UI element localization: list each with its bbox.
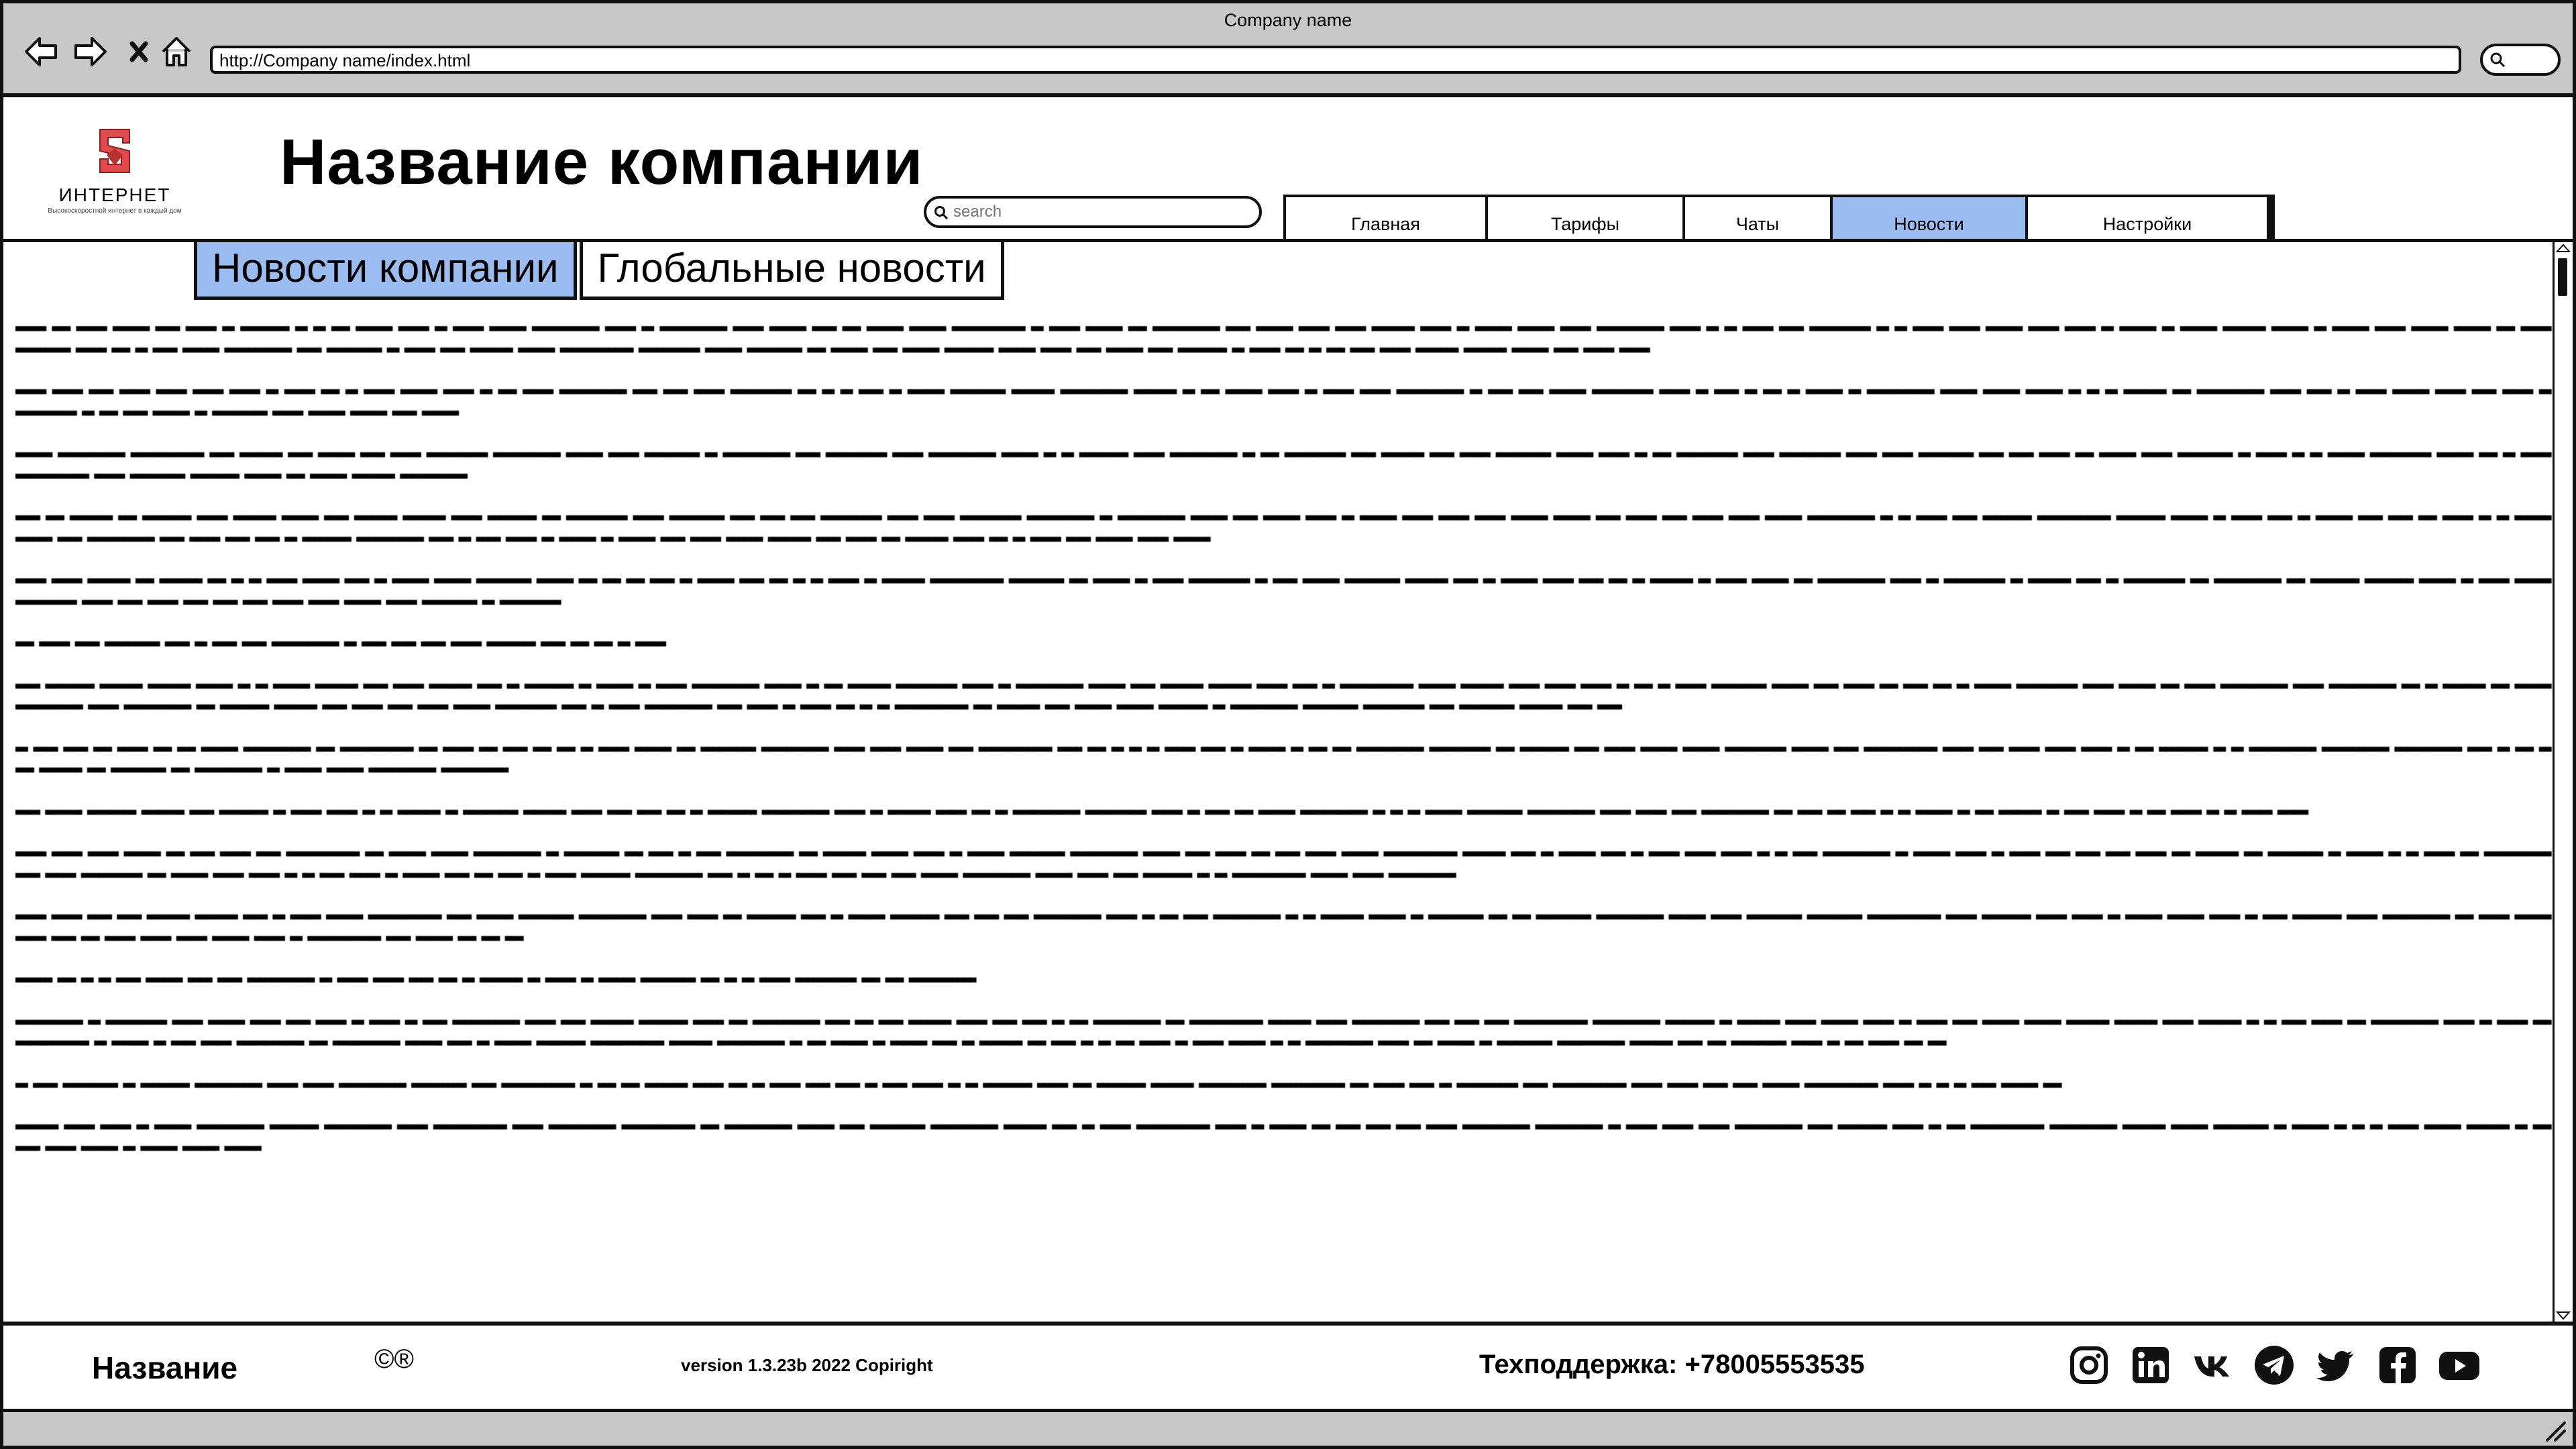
news-article-placeholder-text: ▀▀▀▀▀ ▀▀▀ ▀▀▀▀▀ ▀▀▀▀▀▀ ▀▀▀▀ ▀▀▀▀▀ ▀▀ ▀▀▀▀▀▀▀▀ ▀▀ ▀▀ ▀▀▀ ▀▀▀▀▀▀ ▀▀▀▀▀ ▀▀ ▀▀▀▀▀ ▀▀▀▀▀▀ ▀▀▀▀▀▀▀▀▀▀▀ ▀▀▀▀▀ ▀▀ ▀▀▀▀▀▀▀▀▀▀▀ ▀▀▀▀▀ ▀▀▀▀▀▀ ▀▀▀▀ ▀▀▀ ▀▀▀▀▀▀ ▀▀▀▀▀▀ ▀▀▀▀▀▀▀▀▀▀▀▀ ▀▀ ▀▀▀▀▀ ▀▀▀▀▀▀ ▀▀▀ ▀▀▀▀▀▀▀▀▀▀▀ ▀▀▀▀ ▀▀▀▀▀▀ ▀▀▀▀▀ ▀▀▀▀▀ ▀▀▀▀▀▀▀ ▀▀▀▀▀ ▀▀ ▀▀▀▀▀▀ ▀▀▀▀▀▀ ▀▀▀▀▀ ▀▀▀▀▀▀▀▀▀▀▀ ▀▀▀▀▀ ▀▀ ▀▀ ▀▀▀▀▀ ▀▀▀▀ ▀▀▀▀▀▀▀▀▀▀ ▀▀ ▀▀ ▀▀▀▀▀ ▀▀▀▀▀ ▀▀▀▀▀▀ ▀▀▀▀▀ ▀▀▀▀▀ ▀▀ ▀▀▀▀▀▀ ▀▀ ▀▀▀▀▀▀ ▀▀▀▀▀▀▀ ▀▀▀▀▀▀ ▀▀ ▀▀▀▀▀▀ ▀▀▀▀▀ ▀▀▀▀▀▀ ▀▀▀▀▀▀ ▀▀▀ ▀▀▀▀▀ ▀▀▀▀▀▀▀▀▀ ▀▀▀▀▀ ▀▀▀ ▀▀ ▀▀▀▀ ▀▀▀▀▀▀ ▀▀▀▀▀▀▀▀▀▀▀ ▀▀▀▀ ▀▀▀▀▀▀▀▀▀ ▀▀ ▀▀▀▀▀ ▀▀▀▀ ▀▀▀▀▀▀▀ ▀▀▀▀▀▀ ▀▀▀▀▀▀▀▀▀▀▀▀ ▀▀▀▀▀▀▀▀▀▀ ▀▀▀▀▀▀ ▀▀▀▀▀▀▀▀▀ ▀▀▀ ▀▀▀▀▀▀ ▀▀▀▀ ▀▀▀▀▀▀ ▀▀▀▀▀▀▀▀ ▀▀▀▀▀▀ ▀▀▀▀▀ ▀▀▀▀ ▀▀▀▀▀▀ ▀▀▀▀ ▀▀▀▀▀▀▀▀ ▀▀ ▀▀▀▀▀ ▀▀▀ ▀▀ ▀▀▀ ▀▀▀▀ ▀▀▀▀▀ ▀▀▀▀▀▀▀ ▀▀▀▀▀▀▀ ▀▀▀▀▀▀ ▀▀▀▀ ▀▀▀▀▀ ▀▀▀▀▀ — [15, 326, 2551, 358]
logo-tagline: Высокоскоростной интернет в каждый дом — [48, 207, 182, 215]
content-scrollbar[interactable] — [2553, 242, 2573, 1322]
site-search-field[interactable] — [924, 196, 1262, 228]
url-bar[interactable]: http://Company name/index.html — [210, 46, 2461, 74]
instagram-icon[interactable] — [2067, 1343, 2111, 1387]
footer-company-name: Название — [92, 1350, 238, 1385]
facebook-icon[interactable] — [2375, 1343, 2420, 1387]
news-article-placeholder-text: ▀▀▀▀ ▀▀▀▀▀▀▀▀ ▀▀▀▀▀▀▀ ▀▀▀▀▀▀▀ ▀▀▀▀▀▀ ▀▀ ▀▀ ▀▀▀▀▀▀ ▀▀▀▀▀▀▀ ▀▀▀▀ ▀▀▀▀▀ ▀▀▀▀▀▀▀ ▀▀▀▀ ▀▀ ▀▀▀▀▀▀▀▀ ▀▀ ▀▀▀▀▀▀ ▀▀ ▀▀▀▀▀ ▀▀▀▀▀▀▀▀▀▀▀ ▀▀▀▀▀▀ ▀▀ ▀▀▀ ▀▀▀▀▀▀▀ ▀▀▀▀▀▀▀▀▀▀ ▀▀▀▀▀ ▀▀ ▀▀▀▀▀▀▀▀▀▀▀ ▀▀▀▀▀▀ ▀▀▀▀ ▀▀▀▀▀▀▀ ▀▀▀▀▀▀▀ ▀▀▀▀▀ ▀▀▀▀ ▀▀ ▀▀▀▀▀▀▀▀▀▀▀▀ ▀▀▀▀▀▀ ▀▀▀▀▀▀▀ ▀▀▀▀▀ ▀▀▀▀▀ ▀▀▀▀▀ ▀▀ ▀▀▀ ▀▀ ▀▀▀▀▀ ▀▀▀▀▀▀▀▀▀ ▀▀▀▀▀▀ ▀▀▀▀ ▀▀▀▀▀ ▀▀▀ ▀▀▀▀ ▀▀▀ ▀▀ ▀▀▀▀▀▀ ▀▀▀▀▀▀▀▀▀▀ ▀▀▀▀▀ ▀▀▀▀▀▀ ▀▀▀ ▀▀▀▀▀ ▀▀▀▀▀▀▀▀▀▀▀ ▀▀▀▀▀ ▀▀▀▀▀▀▀▀▀▀▀ ▀▀▀ ▀▀ ▀▀▀▀▀▀▀ ▀▀▀ ▀▀▀▀▀▀ ▀▀▀▀▀▀▀▀▀▀▀ ▀▀▀▀▀ ▀▀▀▀▀▀▀▀▀▀▀ ▀▀▀ ▀▀▀▀▀▀▀▀ ▀▀▀▀▀▀▀ ▀▀▀▀ ▀▀▀▀▀ ▀▀▀▀ ▀▀▀▀▀ ▀▀▀▀▀▀ ▀▀▀▀▀▀▀▀▀▀ ▀▀▀▀ ▀▀ ▀▀▀▀▀ ▀▀▀▀▀▀▀▀▀▀▀ ▀▀▀▀ ▀▀▀▀▀ ▀▀ ▀▀▀▀▀ ▀▀▀ ▀▀ ▀▀ ▀▀▀▀▀▀▀▀▀▀▀▀ ▀▀▀ ▀▀▀▀▀▀▀ ▀▀▀▀ ▀▀▀▀▀▀ ▀▀▀▀▀▀ ▀▀▀▀▀▀▀▀ ▀▀ ▀▀▀▀▀▀▀▀▀▀▀ ▀▀▀▀▀▀▀▀▀ ▀▀▀▀▀▀▀▀▀▀ ▀▀▀▀ ▀▀▀▀▀▀▀▀▀ ▀▀▀▀▀▀▀ ▀▀▀▀ ▀▀▀▀ — [15, 683, 2551, 714]
browser-search-field[interactable] — [2480, 44, 2561, 76]
footer-support-phone[interactable]: Техподдержка: +78005553535 — [1479, 1350, 1865, 1379]
linkedin-icon[interactable] — [2129, 1343, 2173, 1387]
forward-arrow-icon[interactable] — [70, 32, 111, 72]
news-tabs — [194, 242, 1007, 300]
news-article-placeholder-text: ▀▀▀▀▀▀▀ ▀▀▀▀▀ ▀▀▀▀▀ ▀▀ ▀▀▀▀▀▀ ▀▀▀▀▀▀▀▀▀▀▀ ▀▀▀▀▀▀▀▀ ▀▀▀▀▀▀▀▀▀▀▀ ▀▀▀▀▀ ▀▀▀▀▀▀▀▀▀▀▀▀ ▀▀▀▀▀ ▀▀▀▀▀▀▀▀▀▀▀ ▀▀▀▀▀▀▀▀▀▀▀▀ ▀▀▀ ▀▀▀▀▀▀▀▀▀▀▀ ▀▀▀▀▀▀ ▀▀▀▀ ▀▀▀▀▀▀▀▀▀ ▀▀▀▀▀▀▀▀▀▀▀ ▀▀▀▀▀▀▀ ▀▀▀▀ ▀▀ ▀▀▀▀▀ ▀▀▀▀▀▀▀▀▀▀▀▀ ▀▀▀▀▀ ▀▀ ▀▀▀▀▀▀ ▀▀▀ ▀▀▀▀ ▀▀▀▀ ▀▀▀▀ ▀▀▀▀▀ ▀▀▀▀▀▀▀▀▀▀▀ ▀▀▀▀▀▀▀▀▀▀▀ ▀▀ ▀▀▀▀▀ ▀▀▀▀▀ ▀▀▀▀▀ ▀▀▀▀▀▀▀▀▀▀▀ ▀▀▀▀ ▀▀▀▀▀▀▀▀ ▀▀▀▀▀ ▀▀ ▀▀▀ ▀▀▀▀▀▀▀▀▀▀▀▀ ▀▀▀▀▀▀▀▀▀▀▀ ▀▀▀▀▀▀▀ ▀▀▀▀▀▀ ▀▀▀▀▀▀▀▀▀ ▀▀ ▀▀▀▀▀▀ ▀▀ ▀▀ ▀▀ ▀▀▀▀▀ ▀▀▀▀▀▀ ▀▀▀▀▀▀▀ ▀▀ ▀▀▀ ▀▀▀▀ ▀▀▀▀▀ ▀▀▀▀▀▀ ▀▀ ▀▀▀▀▀▀ ▀▀▀▀▀▀ ▀▀▀▀▀▀ — [15, 1124, 2551, 1156]
nav-tab-settings[interactable]: Настройки — [2028, 197, 2269, 241]
tab-global-news[interactable]: Глобальные новости — [580, 242, 1004, 300]
news-article-placeholder-text: ▀▀▀▀▀ ▀▀▀▀▀ ▀▀▀▀ ▀▀▀▀▀ ▀▀▀▀▀ ▀▀▀▀▀ ▀▀▀▀▀ ▀▀ ▀▀▀▀▀ ▀▀▀ ▀▀ ▀▀▀▀▀ ▀▀▀▀▀▀ ▀▀▀▀▀ ▀▀ ▀▀▀ ▀▀▀▀▀ ▀▀▀▀▀▀▀▀▀▀▀ ▀▀▀▀ ▀▀▀▀ ▀▀▀▀▀ ▀▀▀▀▀▀▀▀▀▀ ▀▀▀ ▀▀ ▀▀ ▀▀▀▀ ▀▀ ▀▀▀▀▀▀ ▀▀▀▀▀▀▀▀▀ ▀▀▀▀▀▀▀ ▀▀▀▀▀▀▀▀▀▀▀ ▀▀▀▀▀▀▀ ▀▀ ▀▀▀ ▀▀▀▀▀▀ ▀▀▀▀▀ ▀▀ ▀▀▀▀▀ ▀▀▀▀▀ ▀▀▀▀▀▀▀▀▀▀▀ ▀▀ ▀▀▀▀ ▀▀▀▀ ▀▀▀▀▀▀ ▀▀▀▀▀▀▀▀▀▀ ▀▀▀▀▀ ▀▀ ▀▀▀▀ ▀▀ ▀▀▀ ▀▀ ▀▀▀▀▀▀ ▀▀ ▀▀▀▀▀▀▀▀▀▀▀ ▀▀▀▀▀▀ ▀▀▀▀▀▀ ▀▀▀▀▀▀ ▀▀ ▀▀ ▀▀ ▀▀▀▀▀▀▀ ▀▀▀ ▀▀▀▀▀▀▀▀▀▀▀ ▀▀▀▀▀ ▀▀▀▀ ▀▀ ▀▀▀▀▀ ▀▀▀▀▀▀ ▀▀▀▀▀ ▀▀▀▀ ▀▀▀▀▀ ▀▀ ▀▀▀▀▀▀▀▀▀▀ ▀▀ ▀▀▀ ▀▀▀▀ ▀▀▀▀▀▀ ▀▀ ▀▀▀▀▀▀▀▀▀ ▀▀▀▀▀ ▀▀▀▀▀▀ ▀▀▀▀▀▀ ▀▀▀▀ ▀▀▀▀▀▀ — [15, 389, 2551, 421]
logo-name: ИНТЕРНЕТ — [58, 184, 171, 205]
main-nav — [1283, 195, 2275, 241]
tab-company-news[interactable]: Новости компании — [194, 242, 577, 300]
page-title: Название компании — [280, 126, 924, 198]
home-icon[interactable] — [156, 32, 197, 72]
scrollbar-thumb[interactable] — [2558, 258, 2567, 296]
logo-icon — [88, 125, 142, 184]
company-logo[interactable] — [28, 125, 202, 226]
news-article-placeholder-text: ▀▀▀▀ ▀▀▀ ▀▀▀▀▀▀▀ ▀▀▀ ▀▀▀▀▀▀▀▀ ▀▀▀▀▀ ▀▀▀▀▀▀▀ ▀▀▀▀▀▀ ▀▀▀▀ ▀▀▀▀▀▀▀ ▀▀▀▀▀▀▀ ▀▀▀▀▀ ▀▀▀▀▀▀▀▀ ▀▀▀ ▀▀▀▀▀▀▀▀▀▀ ▀▀▀▀▀ ▀▀▀▀▀▀▀▀▀ ▀▀▀▀ ▀▀▀▀ ▀▀▀▀ ▀▀▀▀▀▀▀▀▀▀ ▀▀▀▀▀ ▀▀▀▀▀ ▀▀▀▀▀▀▀▀▀▀ ▀▀▀▀▀▀▀▀▀▀▀ ▀▀ ▀▀▀▀▀▀▀▀▀▀▀ ▀▀▀▀▀▀ ▀▀▀▀ ▀▀▀▀▀▀ ▀▀▀▀▀ ▀▀ ▀▀▀▀▀▀ ▀▀▀▀▀ ▀▀▀▀▀ ▀▀▀▀▀ ▀▀▀▀▀▀ ▀▀▀▀▀▀ ▀▀▀▀ ▀▀▀▀▀ ▀▀▀▀ ▀▀▀▀▀ ▀▀▀▀▀ ▀▀▀▀▀▀ ▀▀▀▀▀▀▀▀▀▀▀ ▀▀ ▀▀ ▀▀▀▀▀ ▀▀▀▀ ▀▀▀▀▀▀▀▀ ▀▀▀▀▀▀▀▀▀▀▀▀ ▀▀▀▀▀▀▀▀ ▀▀▀▀▀▀ ▀▀ ▀▀▀▀▀ ▀▀▀▀ ▀▀ ▀▀▀▀▀▀ ▀▀▀▀ ▀▀▀▀ ▀▀▀ ▀▀▀▀▀ ▀▀ ▀▀ ▀▀▀▀▀▀ ▀▀▀▀▀▀ ▀▀▀▀ ▀▀▀▀▀▀▀▀▀▀▀ ▀▀▀▀ ▀▀▀▀▀ ▀▀▀▀ ▀▀▀▀ ▀▀ ▀▀▀▀▀▀▀▀ ▀▀▀▀▀▀▀▀▀▀▀ ▀▀▀▀ ▀▀ ▀▀▀▀ ▀▀▀▀▀ ▀▀ ▀▀▀▀▀▀ ▀▀ ▀▀▀▀▀▀ ▀▀▀▀ ▀▀▀▀▀ ▀▀▀▀▀▀ ▀▀▀▀▀▀▀ ▀▀▀▀ ▀▀▀▀▀ ▀▀▀ ▀▀▀▀▀▀▀ ▀▀▀▀▀ ▀▀▀ ▀▀ ▀▀▀▀▀ ▀▀▀▀ ▀▀▀▀▀▀ ▀▀▀▀▀ ▀▀▀▀▀▀ — [15, 515, 2551, 547]
window-title: Company name — [1224, 10, 1352, 30]
news-article-placeholder-text: ▀▀▀▀▀▀▀▀▀▀▀ ▀▀ ▀▀▀▀▀▀▀▀▀▀ ▀▀▀▀▀ ▀▀▀▀▀▀ ▀▀▀▀▀ ▀▀▀▀ ▀▀▀▀▀ ▀▀ ▀▀▀▀▀ ▀▀ ▀▀▀▀ ▀▀▀▀▀▀▀▀▀▀▀ ▀▀▀▀▀ ▀▀▀▀ ▀▀▀▀▀▀▀ ▀▀▀▀▀▀▀▀ ▀▀▀▀▀ ▀▀▀ ▀▀▀▀▀▀▀▀▀▀▀ ▀▀▀▀ ▀▀▀ ▀▀▀▀ ▀▀▀▀▀▀▀ ▀▀▀▀▀ ▀▀▀▀ ▀▀▀▀ ▀▀ ▀▀▀ ▀▀▀▀▀▀▀▀▀▀▀ ▀▀▀ ▀▀▀▀▀▀▀▀▀▀▀▀ ▀▀▀▀▀▀▀ ▀▀▀▀▀ ▀▀▀▀▀▀▀▀▀▀▀ ▀▀▀▀ ▀▀▀▀ ▀▀▀▀ ▀▀▀▀▀▀▀▀▀▀▀▀ ▀▀▀▀▀▀▀▀▀▀▀ ▀▀▀▀▀▀▀▀ ▀▀ ▀▀▀▀▀▀▀ ▀▀▀▀▀ ▀▀▀▀▀▀ ▀▀▀▀▀ ▀▀ ▀▀▀▀▀ ▀▀▀▀ ▀▀▀▀▀▀ ▀▀▀▀▀▀ ▀▀▀▀▀▀▀ ▀▀▀▀▀▀▀ ▀▀▀▀▀ ▀▀▀▀▀▀▀ ▀▀ ▀▀ ▀▀▀▀ ▀▀▀▀▀ ▀▀▀ ▀▀▀▀▀▀▀▀▀▀▀ ▀▀▀▀▀ ▀▀ ▀▀▀▀▀ ▀▀▀ ▀▀▀▀▀▀▀▀▀▀▀▀ ▀▀ ▀▀▀▀▀▀ ▀▀ ▀▀▀▀ ▀▀▀▀▀ ▀▀▀▀▀▀▀▀▀▀▀ ▀▀▀ ▀▀▀▀▀▀▀▀▀▀▀ ▀▀▀▀▀▀ ▀▀▀▀ ▀▀ ▀▀▀▀▀▀ ▀▀▀▀▀▀▀▀ ▀▀▀▀▀▀▀▀▀▀▀▀ ▀▀▀▀▀▀▀ ▀▀▀▀▀▀▀▀▀▀▀ ▀▀ ▀▀▀ ▀▀▀▀▀▀ ▀▀ ▀▀▀▀▀▀ ▀▀▀▀ ▀▀ ▀▀▀▀▀▀▀ ▀▀▀ ▀▀▀▀ ▀▀ ▀▀ ▀▀▀ ▀▀▀▀▀ ▀▀ ▀▀▀▀▀ ▀▀▀▀▀▀ ▀▀ ▀▀ ▀▀▀▀▀▀▀▀▀▀▀ ▀▀▀▀▀ ▀▀▀ ▀▀▀▀▀▀ ▀▀ ▀▀▀▀▀▀▀▀▀ ▀▀▀▀▀▀▀▀▀▀▀ ▀▀▀▀▀▀▀ ▀▀▀▀ ▀▀▀ ▀▀▀▀▀▀▀▀▀ ▀▀▀▀▀ ▀▀ ▀▀▀ ▀▀▀▀▀ ▀▀▀ ▀▀▀ — [15, 1019, 2551, 1051]
news-article-list — [15, 321, 2551, 1182]
browser-chrome — [0, 0, 2576, 97]
search-input[interactable] — [953, 201, 1248, 223]
news-article-placeholder-text: ▀▀▀ ▀▀▀▀▀ ▀▀▀▀ ▀▀▀▀▀▀▀▀▀ ▀▀▀▀ ▀▀ ▀▀▀▀ ▀▀▀▀ ▀▀▀▀▀▀▀▀▀▀▀ ▀▀ ▀▀▀▀ ▀▀▀▀ ▀▀▀▀ ▀▀▀▀▀ ▀▀▀▀▀▀▀▀ ▀▀▀▀ ▀▀▀ ▀▀▀ ▀▀ ▀▀▀▀▀ — [15, 641, 666, 651]
news-article-placeholder-text: ▀▀▀▀ ▀▀▀▀▀▀ ▀▀▀▀▀▀▀▀ ▀▀▀▀▀▀▀ ▀▀▀▀ ▀▀▀▀▀▀▀▀ ▀▀ ▀▀▀▀▀ ▀▀▀▀▀ ▀▀ ▀▀ ▀▀▀▀▀▀▀ ▀▀ ▀▀▀▀▀▀▀▀▀ ▀▀▀▀▀▀▀ ▀▀▀▀▀ ▀▀▀▀ ▀▀▀▀ ▀▀▀ ▀▀ ▀▀▀▀▀▀▀▀ ▀▀▀▀▀▀▀▀▀▀▀ ▀▀▀▀▀ ▀▀ ▀▀▀▀▀▀▀ ▀▀▀▀▀ ▀▀▀ ▀▀ ▀▀▀▀▀▀▀▀▀▀▀ ▀▀▀▀▀▀▀▀▀▀ ▀▀▀▀▀ ▀▀ ▀▀▀▀ ▀▀▀ ▀▀▀▀▀▀ ▀▀▀▀▀▀▀▀▀▀▀ ▀▀ ▀▀ ▀▀ ▀▀▀▀▀▀ ▀▀▀▀▀▀▀▀▀ ▀▀▀▀▀▀▀▀▀▀▀ ▀▀▀▀▀ ▀▀▀▀▀ ▀▀▀▀ ▀▀▀▀▀▀▀▀▀▀▀ ▀▀▀ ▀▀▀▀ ▀▀▀ ▀▀▀▀ ▀▀ ▀▀ ▀▀▀▀▀▀ ▀▀ ▀▀▀ ▀▀▀▀▀▀▀ ▀▀ ▀▀▀▀ ▀▀▀▀▀ ▀▀ ▀▀▀ ▀▀▀▀▀ ▀▀ ▀▀ ▀▀▀▀▀ ▀▀▀▀▀ — [15, 809, 2308, 820]
site-footer — [0, 1326, 2576, 1409]
close-icon[interactable] — [119, 32, 159, 72]
news-article-placeholder-text: ▀▀▀▀▀ ▀▀▀▀▀ ▀▀▀▀ ▀▀▀▀ ▀▀▀▀▀▀▀ ▀▀▀▀▀▀▀ ▀▀▀▀ ▀▀ ▀▀▀▀▀ ▀▀▀▀▀▀ ▀▀▀▀▀▀▀▀▀▀▀▀ ▀▀▀▀ ▀▀▀▀▀▀ ▀▀▀▀▀▀▀▀▀ ▀▀▀▀▀▀▀▀▀▀▀ ▀▀▀▀▀ ▀▀▀▀▀ ▀▀▀ ▀▀▀▀▀▀▀▀ ▀▀▀▀ ▀▀ ▀▀▀▀▀▀ ▀▀▀▀▀▀▀▀ ▀▀▀▀ ▀▀▀▀ ▀▀▀▀ ▀▀▀▀▀▀▀▀▀▀▀ ▀▀▀▀▀ ▀▀ ▀▀▀ ▀▀▀▀ ▀▀▀▀▀▀▀▀▀▀▀ ▀▀ ▀▀ ▀▀▀▀▀▀▀ ▀▀▀▀▀▀ ▀▀ ▀▀▀▀▀▀▀▀▀ ▀▀▀ ▀▀▀ ▀▀▀▀▀▀▀▀▀ ▀▀▀▀▀▀▀▀▀▀▀ ▀▀▀▀▀▀ ▀▀▀▀▀ ▀▀▀▀▀▀▀▀▀ ▀▀▀▀▀▀▀▀▀ ▀▀▀▀▀▀▀▀▀▀▀▀ ▀▀▀▀▀ ▀▀▀▀▀▀▀▀ ▀▀▀▀▀ ▀▀▀▀▀ ▀▀ ▀▀▀▀▀▀ ▀▀▀▀▀▀ ▀▀▀▀▀ ▀▀ ▀▀▀▀ ▀▀▀▀▀▀▀▀ ▀▀▀▀▀ ▀▀▀▀▀▀▀▀▀▀▀ ▀▀▀ ▀▀▀▀▀ ▀▀▀▀▀▀ ▀▀▀▀▀ ▀▀▀▀ ▀▀▀ ▀▀▀▀▀ ▀▀▀▀▀ ▀▀▀▀▀ ▀▀▀▀▀▀ ▀▀▀▀▀ ▀▀ ▀▀▀▀▀▀▀▀▀▀▀▀ ▀▀▀▀ ▀▀▀▀▀▀ ▀▀▀ ▀▀▀ ▀▀▀ — [15, 914, 2551, 946]
news-article-placeholder-text: ▀▀▀▀▀▀ ▀▀▀▀▀▀▀▀▀▀▀ ▀▀▀▀▀▀▀▀▀▀▀▀ ▀▀▀▀ ▀▀▀▀▀▀▀ ▀▀▀▀ ▀▀▀▀▀▀ ▀▀▀▀ ▀▀▀▀▀ ▀▀▀▀▀▀▀▀▀▀ ▀▀▀▀▀▀▀▀▀▀▀ ▀▀▀▀▀▀ ▀▀▀▀▀ ▀▀▀▀▀▀▀▀▀ ▀▀ ▀▀▀▀▀▀▀▀▀▀▀ ▀▀▀▀ ▀▀▀▀▀▀▀▀▀▀ ▀▀▀▀▀ ▀▀▀▀▀▀▀▀▀▀▀ ▀▀▀▀▀▀ ▀▀ ▀▀ ▀▀▀▀▀▀▀▀ ▀▀▀▀▀ ▀▀▀▀▀▀▀▀▀▀▀ ▀▀ ▀▀▀ ▀▀▀▀▀▀▀▀▀▀ ▀▀▀▀ ▀▀▀▀▀▀▀ ▀▀▀▀ ▀▀▀▀▀ ▀▀▀▀▀▀▀▀▀ ▀▀▀▀▀▀ ▀▀▀▀▀ ▀▀ ▀▀▀ ▀▀▀▀▀▀▀▀▀▀ ▀▀▀▀▀ ▀▀▀▀▀▀▀▀▀▀ ▀▀▀▀▀ ▀▀▀▀▀ ▀▀▀▀▀▀▀▀▀ ▀▀▀▀ ▀▀▀▀ ▀▀▀▀▀ ▀▀▀ ▀▀▀▀▀▀ ▀▀▀▀▀ ▀▀▀▀▀▀▀▀▀ ▀▀ ▀▀▀▀▀ ▀▀ ▀▀ ▀▀▀▀▀▀ ▀▀▀▀▀▀▀▀▀▀ ▀▀▀▀▀▀ ▀▀▀ ▀▀ ▀▀▀▀▀ ▀▀▀▀▀▀▀▀▀▀▀▀ ▀▀▀▀▀ ▀▀▀▀▀▀▀▀▀ ▀▀▀▀▀▀▀▀ ▀▀▀▀▀▀ ▀▀▀ ▀▀▀▀▀▀ ▀▀▀▀▀▀▀ ▀▀▀▀▀▀▀▀▀▀▀ — [15, 452, 2551, 484]
back-arrow-icon[interactable] — [21, 32, 61, 72]
news-article-placeholder-text: ▀▀▀▀▀ ▀▀▀▀▀ ▀▀▀▀▀▀▀ ▀▀▀ ▀▀▀▀▀▀▀ ▀▀▀ ▀▀ ▀▀ ▀▀▀▀▀ ▀▀▀▀▀▀ ▀▀▀▀ ▀▀ ▀▀▀▀▀▀ ▀▀▀▀▀▀ ▀▀▀▀▀▀▀▀▀ ▀▀▀▀▀▀ ▀▀▀ ▀▀▀ ▀▀▀ ▀▀▀▀ ▀▀ ▀▀▀▀▀▀ ▀▀▀▀ ▀▀▀ ▀▀ ▀▀ ▀▀▀▀▀ ▀▀ ▀▀▀▀▀▀▀ ▀▀▀▀▀▀▀▀▀▀▀▀ ▀▀▀▀▀▀▀▀▀ ▀▀▀ ▀▀▀▀▀▀ ▀▀ ▀▀▀▀▀ ▀▀▀▀▀▀▀▀▀▀ ▀▀ ▀▀▀▀ ▀▀▀▀▀▀ ▀▀▀▀▀▀▀▀▀ ▀▀▀▀▀▀▀ ▀▀▀▀ ▀▀ ▀▀▀▀▀▀ ▀▀▀▀▀ ▀▀▀▀ ▀▀▀ ▀▀ ▀▀▀▀▀▀▀ ▀▀ ▀▀▀▀▀ ▀▀▀▀▀▀ ▀▀▀ ▀▀▀▀▀▀▀▀▀▀▀ ▀▀▀▀▀ ▀▀ ▀▀▀▀▀▀▀▀▀▀ ▀▀ ▀▀▀▀▀▀▀ ▀▀▀▀ ▀▀ ▀▀▀▀▀▀▀▀▀▀ ▀▀▀ ▀▀▀▀▀▀▀▀▀▀▀ ▀▀▀ ▀▀▀▀▀▀▀▀ ▀▀▀▀▀▀▀▀ ▀▀▀▀▀▀ ▀▀ ▀▀▀▀▀ ▀▀▀▀▀▀ ▀▀▀▀▀▀▀▀▀▀ ▀▀▀▀▀ ▀▀▀▀ ▀▀▀▀▀ ▀▀▀▀ ▀▀▀▀ ▀▀▀▀ ▀▀▀▀▀ ▀▀▀▀▀ ▀▀▀▀▀▀ ▀▀▀▀▀ ▀▀▀▀▀▀▀▀▀ ▀▀ ▀▀▀▀▀▀▀▀▀▀ — [15, 578, 2551, 610]
site-header — [0, 97, 2576, 241]
scroll-up-arrow-icon[interactable] — [2556, 244, 2571, 253]
news-article-placeholder-text: ▀▀▀▀▀▀ ▀▀▀ ▀▀ ▀▀ ▀▀▀▀ ▀▀▀▀▀▀ ▀▀▀▀ ▀▀▀▀ ▀▀▀▀▀▀▀▀▀▀▀ ▀▀ ▀▀▀▀▀ ▀▀▀▀▀ ▀▀▀▀ ▀▀▀ ▀▀ ▀▀▀▀▀▀▀ ▀▀ ▀▀▀▀▀ ▀▀ ▀▀▀▀▀▀ ▀▀▀▀▀▀▀▀▀ ▀▀▀ ▀▀ ▀▀ ▀▀▀▀▀ ▀▀▀▀▀▀▀▀▀▀ ▀▀▀ ▀▀▀ ▀▀▀▀▀▀▀▀▀▀▀ — [15, 977, 976, 987]
social-links — [2067, 1343, 2481, 1387]
search-icon — [933, 205, 949, 221]
news-article-placeholder-text: ▀▀ ▀▀▀▀ ▀▀▀▀ ▀▀▀ ▀▀▀▀▀ ▀▀▀ ▀▀▀ ▀▀▀▀▀▀ ▀▀▀▀▀▀▀▀▀▀▀ ▀▀▀ ▀▀▀▀▀▀▀▀▀▀▀▀ ▀▀▀ ▀▀▀▀▀ ▀▀▀ ▀▀▀▀ ▀▀▀ ▀▀▀ ▀▀ ▀▀▀▀▀ ▀▀▀▀▀▀ ▀▀▀ ▀▀▀▀▀▀▀▀▀ ▀▀▀▀▀▀▀▀▀▀▀ ▀▀▀▀▀ ▀▀▀▀▀ ▀▀▀▀▀▀ ▀▀▀▀ ▀▀▀▀▀▀▀▀▀▀▀▀ ▀▀▀▀ ▀▀▀ ▀▀ ▀▀ ▀▀ ▀▀▀▀▀ ▀▀▀▀ ▀▀ ▀▀▀▀▀▀ ▀▀ ▀▀▀ ▀▀▀ ▀▀▀▀▀▀▀▀▀▀▀ ▀▀▀▀▀▀▀▀▀▀ ▀▀▀ ▀▀▀▀▀▀▀▀ ▀▀▀▀ ▀▀▀▀▀ ▀▀▀▀▀▀ ▀▀▀▀▀▀ ▀▀▀▀▀▀▀▀▀▀ ▀▀▀▀▀▀ ▀▀▀▀ ▀▀▀▀▀▀▀▀▀▀▀▀ ▀▀▀▀▀ ▀▀▀▀ ▀▀▀▀▀ ▀▀▀▀▀ ▀▀▀▀▀ ▀▀ ▀▀▀ ▀▀▀▀▀▀▀▀ ▀▀ ▀▀ ▀▀▀▀▀▀▀▀▀▀▀ ▀▀▀▀▀▀▀▀▀▀▀ ▀▀▀▀▀▀▀▀▀▀▀ ▀▀▀▀ ▀▀ ▀▀▀ ▀▀ ▀▀▀ ▀▀▀▀▀▀▀ ▀▀▀ ▀▀▀▀▀▀▀▀▀ ▀▀▀ ▀▀▀▀▀▀▀▀▀▀▀ ▀▀ ▀▀▀▀▀▀ ▀▀▀▀▀▀ ▀▀▀▀▀▀▀▀▀▀▀ ▀▀▀▀▀▀▀▀▀▀▀ — [15, 746, 2551, 777]
twitter-icon[interactable] — [2314, 1343, 2358, 1387]
scroll-down-arrow-icon[interactable] — [2556, 1311, 2571, 1320]
nav-tab-chats[interactable]: Чаты — [1685, 197, 1833, 241]
vk-icon[interactable] — [2190, 1343, 2235, 1387]
nav-tab-news[interactable]: Новости — [1833, 197, 2028, 241]
youtube-icon[interactable] — [2437, 1343, 2481, 1387]
nav-tab-home[interactable]: Главная — [1286, 197, 1488, 241]
footer-copyright-marks: ©® — [374, 1344, 414, 1374]
resize-grip-icon[interactable] — [2540, 1416, 2567, 1443]
news-content-panel — [0, 239, 2576, 1326]
nav-tab-tariffs[interactable]: Тарифы — [1488, 197, 1685, 241]
news-article-placeholder-text: ▀▀▀▀▀ ▀▀▀▀▀ ▀▀▀▀▀ ▀▀▀▀▀▀ ▀▀▀ ▀▀▀▀ ▀▀▀▀▀ ▀▀▀▀ ▀▀▀▀▀▀▀▀▀▀▀▀ ▀▀▀ ▀▀▀▀▀▀ ▀▀▀▀▀▀ ▀▀▀▀▀▀▀▀▀▀▀ ▀▀ ▀▀▀▀▀▀▀▀▀ ▀▀▀ ▀▀▀▀ ▀▀ ▀▀▀▀ ▀▀▀▀▀▀▀▀▀▀▀ ▀▀▀ ▀▀▀▀▀▀▀ ▀▀▀▀▀▀ ▀▀▀▀▀ ▀▀ ▀▀▀▀▀▀ ▀▀▀▀▀▀▀▀▀ ▀▀▀▀▀▀▀▀▀▀▀ ▀▀▀▀▀▀ ▀▀▀▀ ▀▀▀▀▀ ▀▀▀ ▀▀▀▀ ▀▀▀▀▀ ▀▀▀▀▀▀ ▀▀▀▀▀▀▀▀▀▀▀▀ ▀▀▀▀▀▀▀ ▀▀▀▀ ▀▀ ▀▀▀▀▀▀ ▀▀▀▀ ▀▀ ▀▀▀▀▀ ▀▀▀▀▀ ▀▀▀▀▀ ▀▀ ▀▀ ▀▀▀▀ ▀▀▀▀▀▀▀▀▀▀▀ ▀▀ ▀▀▀▀▀▀ ▀▀▀▀▀ ▀▀ ▀▀▀▀▀ ▀▀▀▀ ▀▀▀▀ ▀▀▀▀ ▀▀▀▀▀ ▀▀▀ ▀▀▀▀▀▀▀ ▀▀▀ ▀▀▀▀▀▀▀▀▀ ▀▀ ▀▀▀▀▀▀ ▀▀ ▀▀ ▀▀▀▀▀ ▀▀▀ ▀▀▀▀▀▀▀▀▀▀▀ ▀▀▀▀ ▀▀▀▀▀ ▀▀▀▀▀▀▀▀▀▀ ▀▀▀ ▀▀▀▀▀▀ ▀▀▀▀▀ ▀▀▀▀▀ ▀▀ ▀▀ ▀▀▀▀ ▀▀▀▀▀ ▀▀ ▀▀▀▀▀▀ ▀▀▀▀ ▀▀▀ ▀▀▀▀ ▀▀ ▀▀▀▀▀ ▀▀▀▀▀▀▀▀ ▀▀▀▀▀▀▀▀▀▀▀ ▀▀▀▀ ▀▀ ▀▀▀ ▀▀ ▀▀▀▀▀ ▀▀▀▀ ▀▀▀▀ ▀▀▀▀ ▀▀▀▀▀▀ ▀▀▀▀▀▀▀▀▀▀▀ ▀▀▀▀▀▀ ▀▀▀▀▀ ▀▀▀▀ ▀▀▀▀▀▀▀▀ ▀▀ ▀▀ ▀▀▀▀▀▀▀▀▀▀▀▀ ▀▀▀▀▀▀ ▀▀▀▀▀ ▀▀▀▀▀▀▀▀▀▀▀ — [15, 851, 2551, 883]
search-icon — [2489, 52, 2507, 69]
news-article-placeholder-text: ▀▀ ▀▀▀▀ ▀▀▀▀▀▀▀▀▀ ▀▀ ▀▀▀▀▀▀▀▀ ▀▀▀▀▀▀▀▀▀▀▀ ▀▀▀▀▀ ▀▀▀▀▀ ▀▀▀▀▀▀▀▀▀▀▀ ▀▀▀▀▀▀▀▀▀ ▀▀▀▀ ▀▀▀▀▀▀▀▀▀▀▀▀ ▀▀ ▀▀▀ ▀▀▀ ▀▀▀▀▀▀▀ ▀▀▀▀▀ ▀▀▀ ▀▀ ▀▀▀▀▀ ▀▀▀▀ ▀▀▀▀ ▀▀ ▀▀▀▀ ▀▀▀▀▀ ▀▀ ▀▀ ▀▀▀▀▀▀▀▀ ▀▀▀▀▀ ▀▀▀ ▀▀▀▀▀▀▀▀ ▀▀▀▀▀▀▀ ▀▀▀▀▀▀▀▀▀▀▀ ▀▀▀▀▀▀▀▀▀▀▀▀ ▀▀▀ ▀▀▀▀▀ ▀▀▀▀ ▀▀ ▀▀▀▀▀▀▀▀▀▀ ▀▀▀▀ ▀▀▀▀▀▀▀▀▀▀▀▀ ▀▀▀▀▀ ▀▀▀▀▀ ▀▀▀▀ ▀▀▀▀ ▀▀▀▀▀▀ ▀▀▀▀▀▀▀▀▀▀▀▀ ▀▀▀▀▀ ▀▀ ▀▀ ▀▀ ▀▀▀▀ ▀▀▀▀▀▀ ▀▀▀ — [15, 1082, 2061, 1093]
browser-status-bar — [0, 1409, 2576, 1449]
telegram-icon[interactable] — [2252, 1343, 2296, 1387]
footer-version: version 1.3.23b 2022 Copiright — [681, 1355, 933, 1375]
nav-divider — [2269, 197, 2275, 241]
